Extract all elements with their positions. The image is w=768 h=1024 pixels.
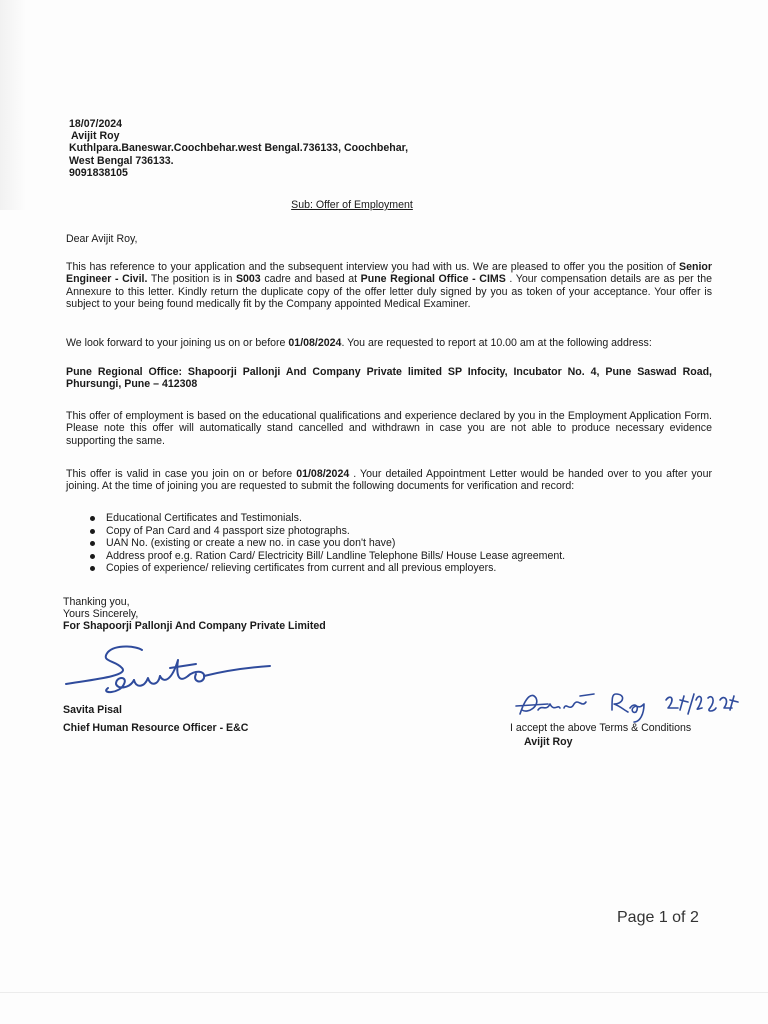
hr-signature [60,640,280,700]
signatory-title: Chief Human Resource Officer - E&C [63,722,249,734]
accept-terms-text: I accept the above Terms & Conditions [510,722,692,734]
list-item: Educational Certificates and Testimonials. [74,512,565,525]
closing-thanks: Thanking you, [63,596,130,608]
paragraph-qualifications: This offer of employment is based on the educational qualifications and experience declared by you in the Employment Application Form. Please note this offer will automatically stand cancelled and withdrawn in case you are not able to produce necessary evidence supporting the same. [66,410,712,447]
paragraph-position: This has reference to your application and the subsequent interview you had with us. We are pleased to offer you the position of Senior Engineer - Civil. The position is in S003 cadre and based at Pune Regional Office - CIMS . Your compensation details are as per the Annexure to this letter. Kindly return the duplicate copy of the offer letter duly signed by you as token of your acceptance. Your offer is subject to your being found medically fit by the Company appointed Medical Examiner. [66,261,712,311]
list-item: Address proof e.g. Ration Card/ Electricity Bill/ Landline Telephone Bills/ House Lease agreement. [74,550,565,563]
scan-shadow [0,0,26,210]
phone-number: 9091838105 [69,167,128,179]
letter-date: 18/07/2024 [69,118,123,130]
letter-subject: Sub: Offer of Employment [291,199,413,211]
closing-sincerely: Yours Sincerely, [63,608,139,620]
paragraph-joining: We look forward to your joining us on or before 01/08/2024. You are requested to report at 10.00 am at the following address: [66,337,652,349]
page-edge [0,992,768,993]
list-item: Copy of Pan Card and 4 passport size photographs. [74,525,565,538]
address-line-1: Kuthlpara.Baneswar.Coochbehar.west Bengal.736133, Coochbehar, [69,142,409,154]
acceptance-signature [508,684,748,726]
list-item: UAN No. (existing or create a new no. in case you don't have) [74,537,565,550]
page-number: Page 1 of 2 [617,909,699,926]
list-item: Copies of experience/ relieving certificates from current and all previous employers. [74,562,565,575]
address-line-2: West Bengal 736133. [69,155,174,167]
closing-company: For Shapoorji Pallonji And Company Private Limited [63,620,326,632]
documents-list [74,512,565,575]
signatory-name: Savita Pisal [63,704,122,716]
paragraph-validity: This offer is valid in case you join on or before 01/08/2024 . Your detailed Appointment Letter would be handed over to you after your joining. At the time of joining you are requested to submit the following documents for verification and record: [66,468,712,493]
accept-name: Avijit Roy [524,736,573,748]
acceptance-signature-text: Avijit Roy 24/08/2024 [508,684,518,685]
recipient-name: Avijit Roy [71,130,120,142]
office-address: Pune Regional Office: Shapoorji Pallonji And Company Private limited SP Infocity, Incubator No. 4, Pune Saswad Road, Phursungi, Pune – 412308 [66,366,712,391]
salutation: Dear Avijit Roy, [66,233,138,245]
